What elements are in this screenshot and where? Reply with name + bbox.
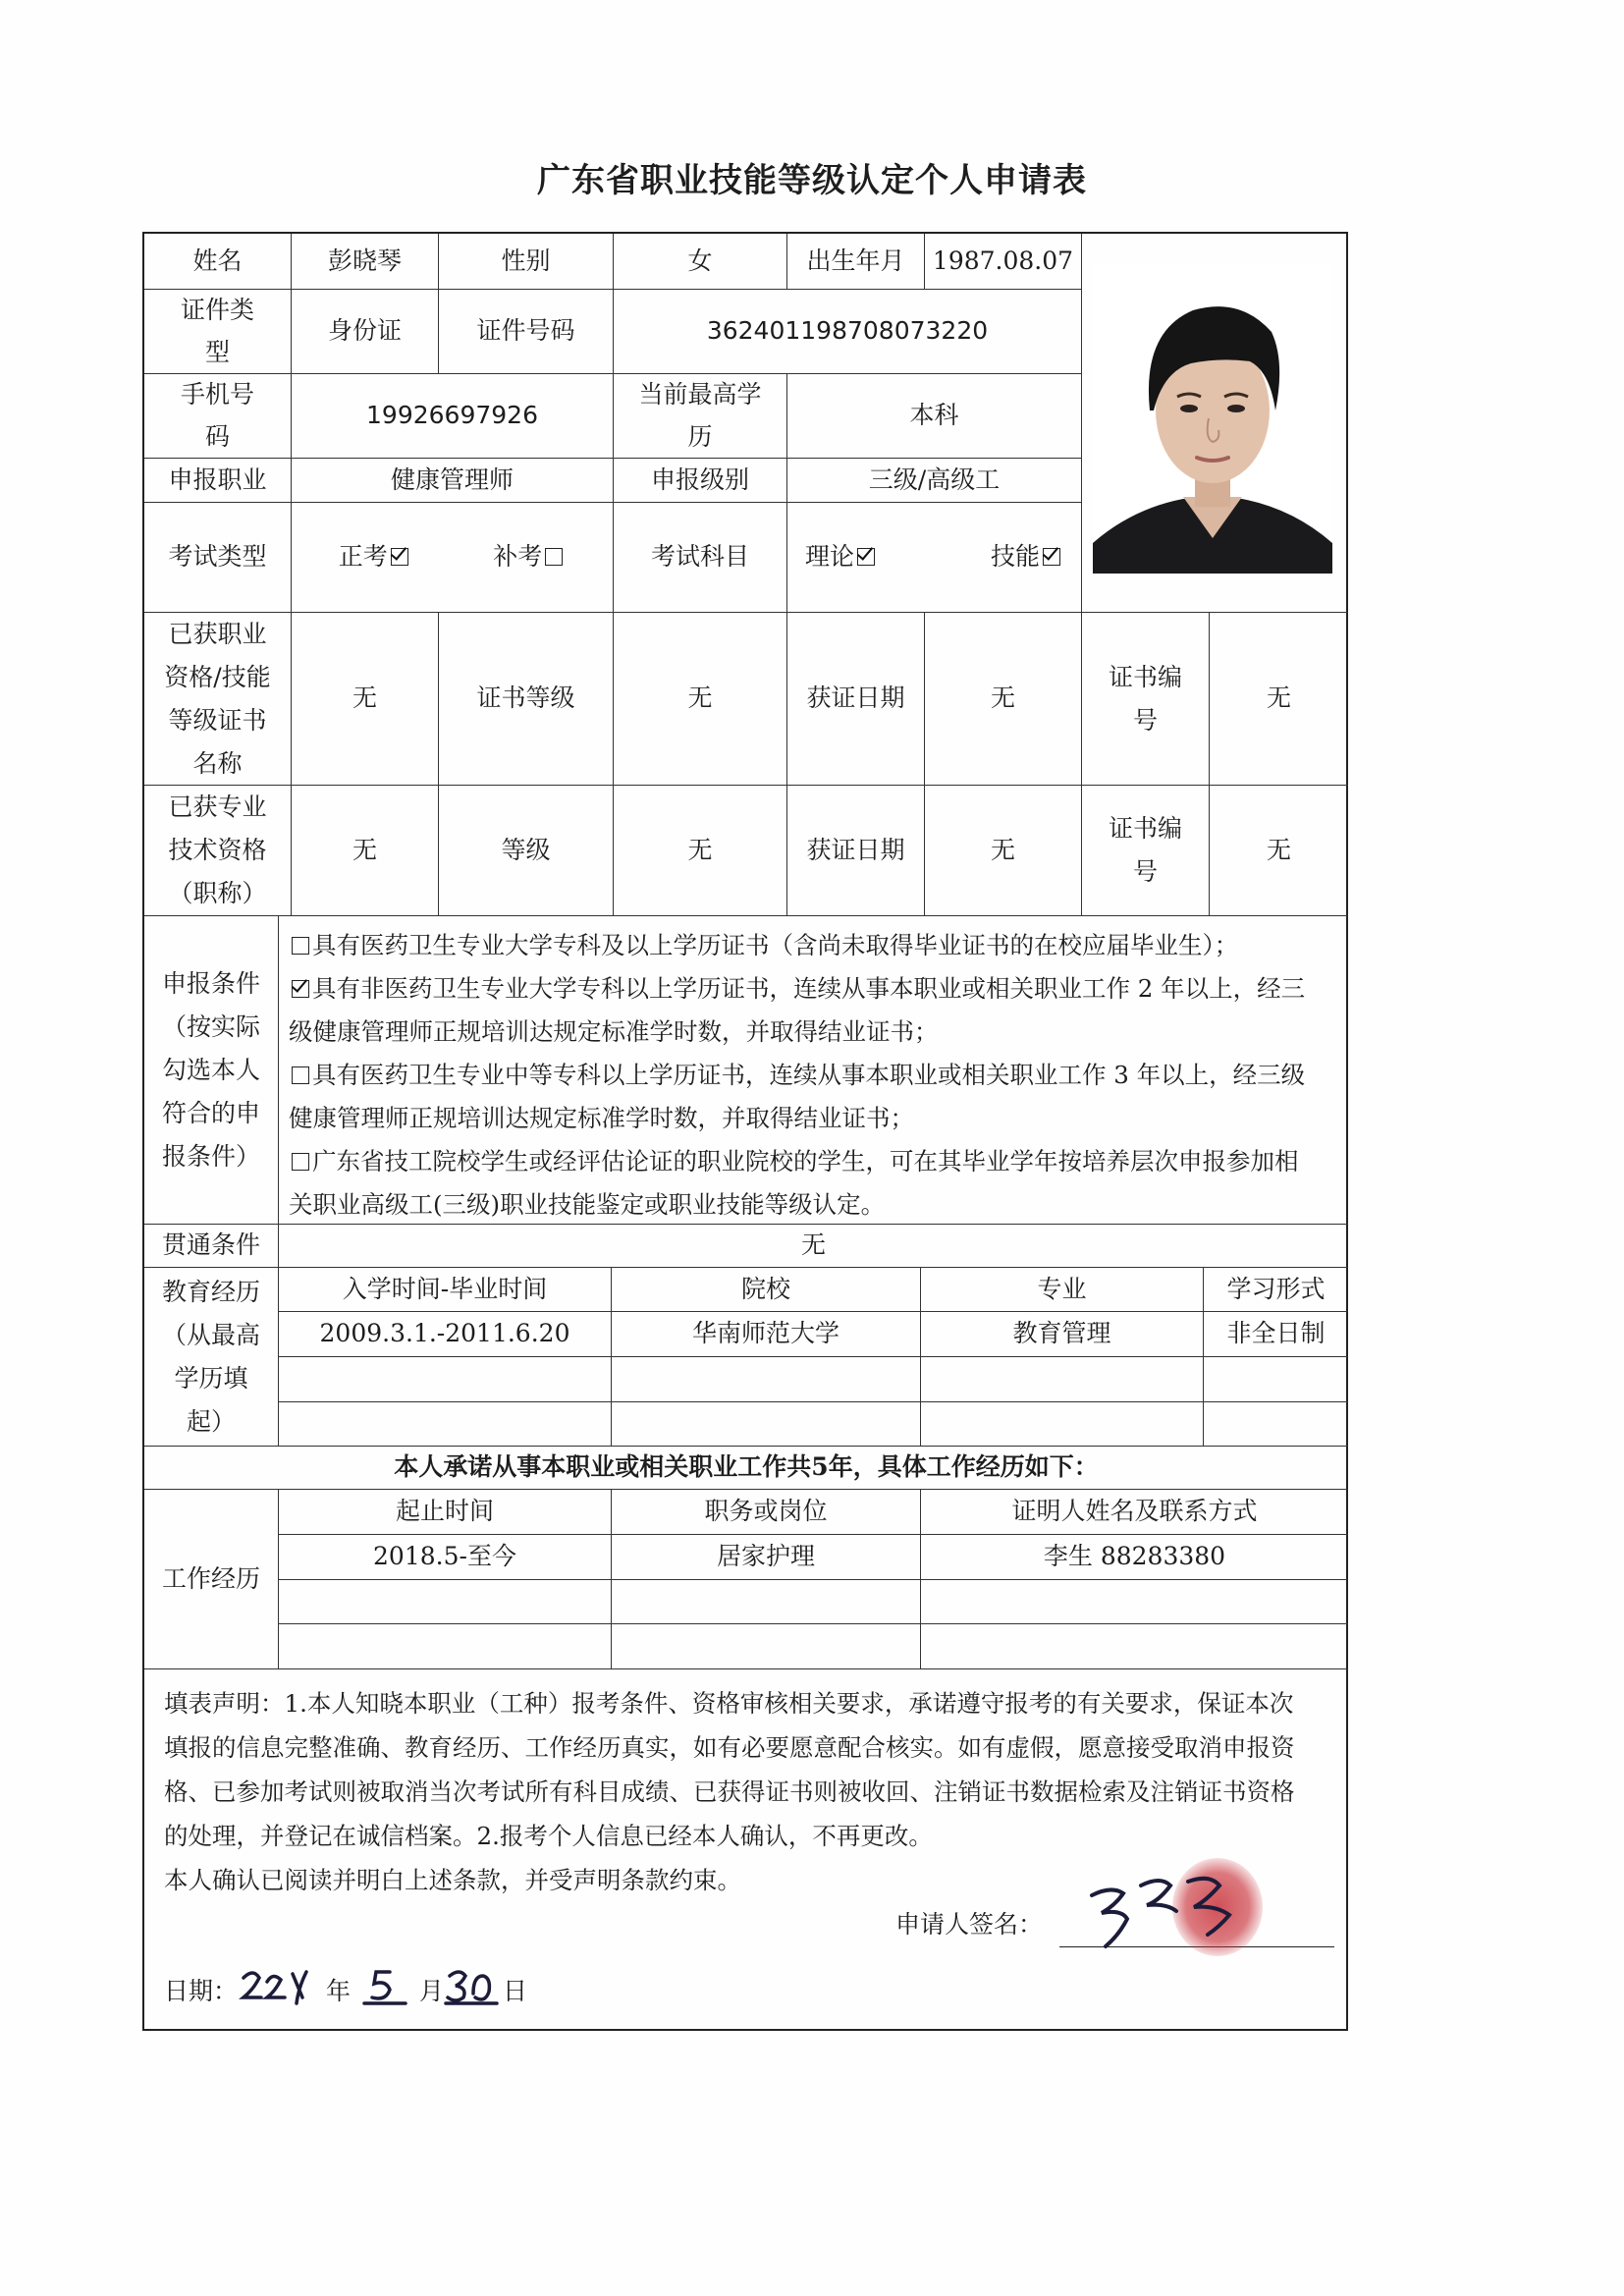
edu-row2-major (921, 1357, 1204, 1402)
makeup-checkbox[interactable] (545, 548, 563, 566)
label-tech-level: 等级 (439, 786, 614, 916)
condition-2: 具有非医药卫生专业大学专科以上学历证书，连续从事本职业或相关职业工作 2 年以上，经三 (289, 967, 1342, 1011)
subject-skill: 技能 (991, 536, 1063, 578)
work-row2-period (279, 1580, 612, 1624)
applicant-photo (1093, 263, 1332, 574)
condition-2-cont: 级健康管理师正规培训达规定标准学时数，并取得结业证书； (289, 1017, 939, 1046)
edu-row3-major (921, 1402, 1204, 1447)
label-id-type: 证件类型 (144, 290, 292, 374)
label-phone: 手机号码 (144, 374, 292, 459)
work-header-position: 职务或岗位 (612, 1490, 921, 1535)
value-tech-level: 无 (614, 786, 787, 916)
edu-row3-school (612, 1402, 921, 1447)
label-tech-date: 获证日期 (787, 786, 925, 916)
value-gender: 女 (614, 234, 787, 290)
declaration-section (144, 1669, 1348, 2031)
value-name: 彭晓琴 (292, 234, 439, 290)
declaration-line: 本人确认已阅读并明白上述条款，并受声明条款约束。 (164, 1866, 741, 1894)
condition-3-cont: 健康管理师正规培训达规定标准学时数，并取得结业证书； (289, 1104, 914, 1132)
label-cert-date: 获证日期 (787, 613, 925, 786)
label-exam-subject: 考试科目 (614, 503, 787, 613)
label-gender: 性别 (439, 234, 614, 290)
label-through: 贯通条件 (144, 1225, 279, 1268)
subject-theory: 理论 (805, 536, 878, 578)
condition-3-checkbox[interactable] (292, 1066, 309, 1084)
edu-row2-mode (1204, 1357, 1348, 1402)
label-cert-level: 证书等级 (439, 613, 614, 786)
declaration-line: 填报的信息完整准确、教育经历、工作经历真实，如有必要愿意配合核实。如有虚假，愿意接受取消申报资 (164, 1733, 1295, 1762)
conditions-list (279, 916, 1348, 1225)
label-cert-name: 已获职业资格/技能等级证书名称 (144, 613, 292, 786)
work-row2-reference (921, 1580, 1348, 1624)
edu-row1-period: 2009.3.1.-2011.6.20 (279, 1312, 612, 1357)
work-row1-reference: 李生 88283380 (921, 1535, 1348, 1580)
handwritten-day-icon (444, 1964, 503, 2007)
condition-1-checkbox[interactable] (292, 937, 309, 955)
condition-1: 具有医药卫生专业大学专科及以上学历证书（含尚未取得毕业证书的在校应届毕业生）； (289, 924, 1342, 967)
label-name: 姓名 (144, 234, 292, 290)
regular-checkbox[interactable] (391, 548, 408, 566)
work-row1-period: 2018.5-至今 (279, 1535, 612, 1580)
signature-label: 申请人签名： (895, 1910, 1044, 1939)
condition-4-checkbox[interactable] (292, 1153, 309, 1171)
label-tech-no: 证书编号 (1082, 786, 1210, 916)
work-row2-position (612, 1580, 921, 1624)
label-work-history: 工作经历 (144, 1490, 279, 1669)
value-tech-no: 无 (1210, 786, 1348, 916)
exam-makeup: 补考 (493, 536, 566, 578)
label-occupation: 申报职业 (144, 459, 292, 503)
work-header-period: 起止时间 (279, 1490, 612, 1535)
work-row1-position: 居家护理 (612, 1535, 921, 1580)
edu-row1-mode: 非全日制 (1204, 1312, 1348, 1357)
label-id-no: 证件号码 (439, 290, 614, 374)
date-row (164, 1964, 527, 2007)
value-exam-type (292, 503, 614, 613)
value-tech-date: 无 (925, 786, 1082, 916)
edu-header-period: 入学时间-毕业时间 (279, 1268, 612, 1312)
edu-row2-period (279, 1357, 612, 1402)
value-id-type: 身份证 (292, 290, 439, 374)
condition-4: 广东省技工院校学生或经评估论证的职业院校的学生，可在其毕业学年按培养层次申报参加相 (289, 1140, 1342, 1183)
label-tech-title: 已获专业技术资格（职称） (144, 786, 292, 916)
value-birth: 1987.08.07 (925, 234, 1082, 290)
edu-header-mode: 学习形式 (1204, 1268, 1348, 1312)
exam-regular: 正考 (339, 536, 411, 578)
form-title: 广东省职业技能等级认定个人申请表 (537, 161, 1087, 200)
label-exam-type: 考试类型 (144, 503, 292, 613)
value-phone: 19926697926 (292, 374, 614, 459)
edu-row3-period (279, 1402, 612, 1447)
value-level: 三级/高级工 (787, 459, 1082, 503)
label-cert-no: 证书编号 (1082, 613, 1210, 786)
value-cert-name: 无 (292, 613, 439, 786)
declaration-line: 格、已参加考试则被取消当次考试所有科目成绩、已获得证书则被收回、注销证书数据检索及注销证书资格 (164, 1777, 1295, 1806)
day-suffix: 日 (503, 1977, 528, 2005)
value-cert-date: 无 (925, 613, 1082, 786)
theory-checkbox[interactable] (857, 548, 875, 566)
edu-row1-major: 教育管理 (921, 1312, 1204, 1357)
value-exam-subject (787, 503, 1082, 613)
label-edu-history: 教育经历（从最高学历填起） (144, 1268, 279, 1447)
label-level: 申报级别 (614, 459, 787, 503)
work-row3-reference (921, 1624, 1348, 1669)
value-tech-title: 无 (292, 786, 439, 916)
value-education: 本科 (787, 374, 1082, 459)
edu-row1-school: 华南师范大学 (612, 1312, 921, 1357)
work-header-reference: 证明人姓名及联系方式 (921, 1490, 1348, 1535)
year-suffix: 年 (326, 1977, 352, 2005)
value-cert-no: 无 (1210, 613, 1348, 786)
condition-2-checkbox[interactable] (292, 980, 309, 998)
work-row3-position (612, 1624, 921, 1669)
label-birth: 出生年月 (787, 234, 925, 290)
work-commitment: 本人承诺从事本职业或相关职业工作共5年，具体工作经历如下： (144, 1447, 1348, 1490)
condition-4-cont: 关职业高级工(三级)职业技能鉴定或职业技能等级认定。 (289, 1190, 886, 1219)
edu-header-major: 专业 (921, 1268, 1204, 1312)
edu-row3-mode (1204, 1402, 1348, 1447)
declaration-line: 的处理，并登记在诚信档案。2.报考个人信息已经本人确认，不再更改。 (164, 1822, 933, 1850)
edu-row2-school (612, 1357, 921, 1402)
edu-header-school: 院校 (612, 1268, 921, 1312)
signature-with-seal-icon (1072, 1856, 1308, 1964)
handwritten-year-icon (238, 1964, 326, 2007)
skill-checkbox[interactable] (1043, 548, 1060, 566)
work-row3-period (279, 1624, 612, 1669)
label-education: 当前最高学历 (614, 374, 787, 459)
handwritten-month-icon (351, 1964, 419, 2007)
label-conditions: 申报条件（按实际勾选本人符合的申报条件） (144, 916, 279, 1225)
value-occupation: 健康管理师 (292, 459, 614, 503)
applicant-portrait-icon (1093, 263, 1332, 574)
condition-3: 具有医药卫生专业中等专科以上学历证书，连续从事本职业或相关职业工作 3 年以上，经三级 (289, 1054, 1342, 1097)
value-cert-level: 无 (614, 613, 787, 786)
declaration-line: 填表声明：1.本人知晓本职业（工种）报考条件、资格审核相关要求，承诺遵守报考的有关要求，保证本次 (164, 1689, 1294, 1718)
month-suffix: 月 (419, 1977, 445, 2005)
value-through: 无 (279, 1225, 1348, 1268)
date-label: 日期： (164, 1977, 239, 2005)
value-id-no: 362401198708073220 (614, 290, 1082, 374)
